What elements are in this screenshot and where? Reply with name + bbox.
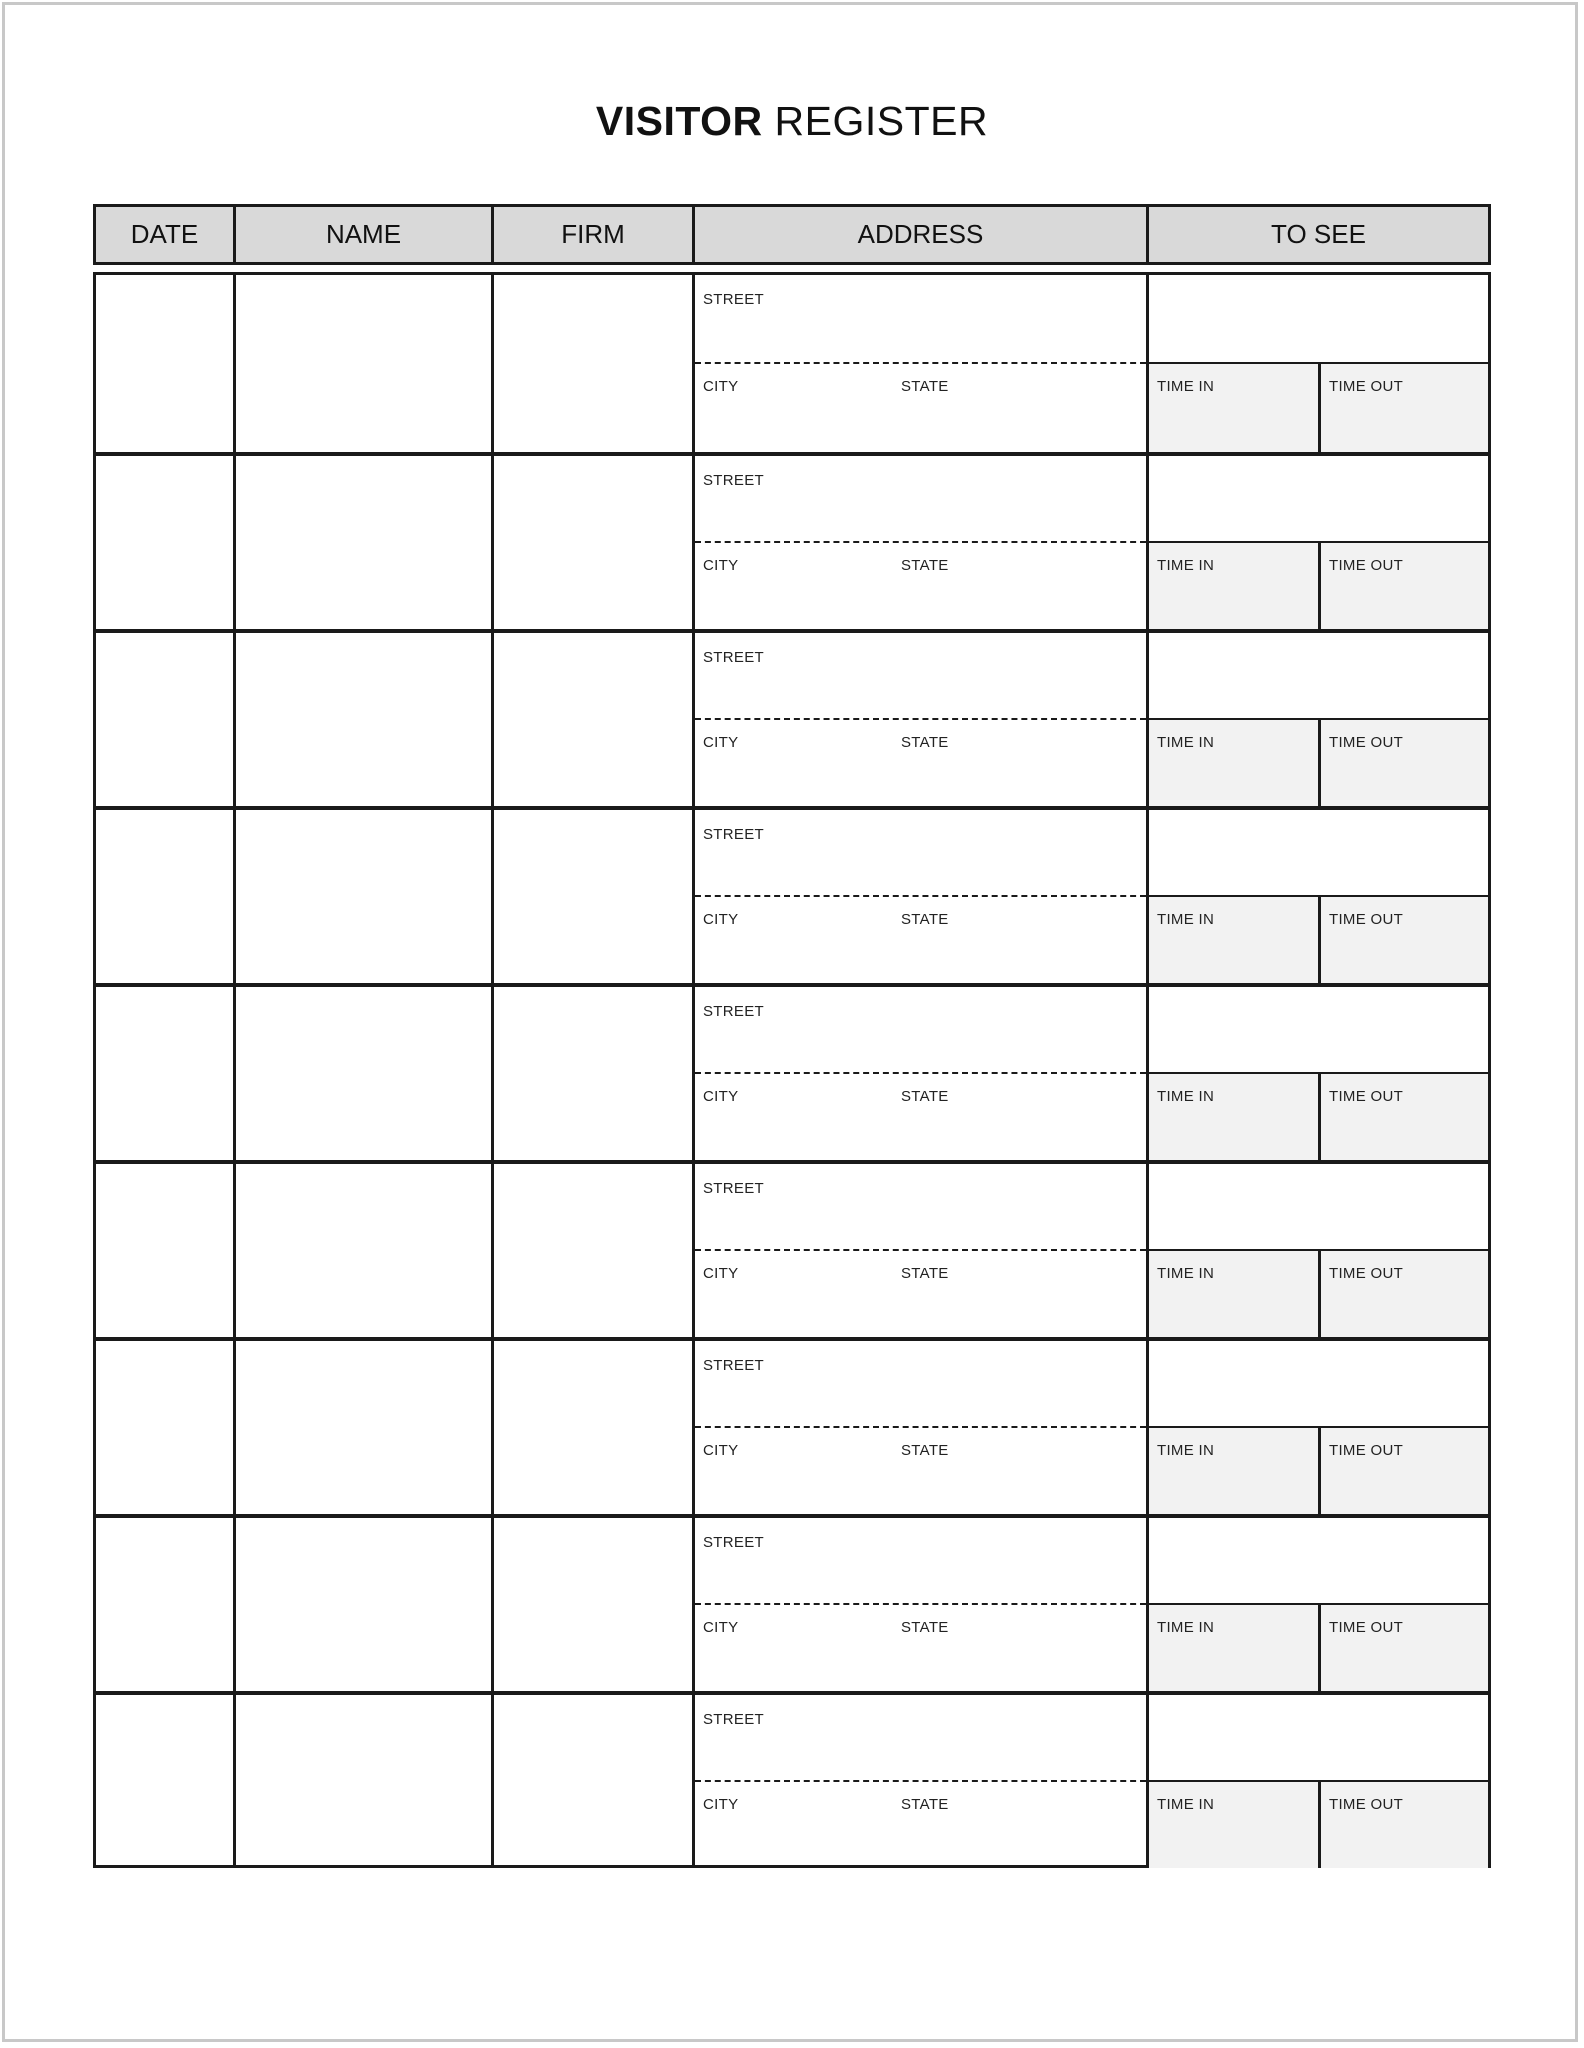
header-to-see: TO SEE [1271, 219, 1366, 249]
firm-field[interactable] [494, 1695, 695, 1868]
register-table [93, 272, 1491, 1868]
address-cell [695, 1341, 1149, 1514]
date-field[interactable] [96, 456, 236, 629]
table-row [96, 983, 1488, 1160]
time-in-field[interactable] [1149, 720, 1321, 807]
city-state-area [695, 1251, 1146, 1338]
time-area [1149, 1428, 1488, 1515]
state-label: STATE [901, 1087, 949, 1105]
table-header [93, 204, 1491, 265]
state-label: STATE [901, 556, 949, 574]
to-see-field[interactable] [1149, 1695, 1488, 1782]
firm-field[interactable] [494, 1518, 695, 1691]
time-out-label: TIME OUT [1329, 1795, 1404, 1813]
city-label: CITY [703, 910, 739, 928]
name-field[interactable] [236, 987, 494, 1160]
city-state-area [695, 720, 1146, 807]
street-field[interactable] [695, 1341, 1146, 1428]
firm-field[interactable] [494, 810, 695, 983]
time-out-label: TIME OUT [1329, 1264, 1404, 1282]
street-field[interactable] [695, 633, 1146, 720]
time-out-field[interactable] [1321, 720, 1488, 807]
time-in-field[interactable] [1149, 1605, 1321, 1692]
name-field[interactable] [236, 456, 494, 629]
address-cell [695, 275, 1149, 452]
time-out-field[interactable] [1321, 364, 1488, 453]
table-row [96, 1160, 1488, 1337]
address-cell [695, 1518, 1149, 1691]
time-in-label: TIME IN [1157, 1795, 1215, 1813]
date-field[interactable] [96, 1341, 236, 1514]
time-area [1149, 543, 1488, 630]
header-date: DATE [96, 207, 236, 262]
city-label: CITY [703, 1264, 739, 1282]
date-field[interactable] [96, 275, 236, 452]
time-out-field[interactable] [1321, 1251, 1488, 1338]
street-field[interactable] [695, 1518, 1146, 1605]
time-in-label: TIME IN [1157, 1264, 1215, 1282]
to-see-cell [1149, 1695, 1488, 1868]
time-in-label: TIME IN [1157, 1441, 1215, 1459]
time-out-label: TIME OUT [1329, 1441, 1404, 1459]
city-label: CITY [703, 1441, 739, 1459]
street-field[interactable] [695, 810, 1146, 897]
to-see-field[interactable] [1149, 810, 1488, 897]
page-title [0, 98, 1584, 145]
time-area [1149, 1782, 1488, 1869]
table-row [96, 1337, 1488, 1514]
city-label: CITY [703, 1795, 739, 1813]
date-field[interactable] [96, 1518, 236, 1691]
state-label: STATE [901, 910, 949, 928]
street-label: STREET [703, 1180, 764, 1197]
time-out-label: TIME OUT [1329, 1618, 1404, 1636]
header-address: ADDRESS [695, 207, 1149, 262]
time-out-field[interactable] [1321, 1782, 1488, 1869]
header-name: NAME [236, 207, 494, 262]
firm-field[interactable] [494, 456, 695, 629]
state-label: STATE [901, 1264, 949, 1282]
street-field[interactable] [695, 1164, 1146, 1251]
name-field[interactable] [236, 275, 494, 452]
street-label: STREET [703, 826, 764, 843]
time-out-field[interactable] [1321, 1074, 1488, 1161]
address-cell [695, 456, 1149, 629]
time-area [1149, 1605, 1488, 1692]
to-see-cell [1149, 1164, 1488, 1337]
table-row [96, 275, 1488, 452]
header-firm: FIRM [494, 207, 695, 262]
time-in-label: TIME IN [1157, 733, 1215, 751]
address-cell [695, 633, 1149, 806]
name-field[interactable] [236, 1164, 494, 1337]
street-field[interactable] [695, 987, 1146, 1074]
city-label: CITY [703, 556, 739, 574]
city-state-area [695, 1782, 1146, 1869]
time-in-field[interactable] [1149, 543, 1321, 630]
name-field[interactable] [236, 1695, 494, 1868]
street-label: STREET [703, 1711, 764, 1728]
state-label: STATE [901, 1795, 949, 1813]
name-field[interactable] [236, 633, 494, 806]
time-out-field[interactable] [1321, 1428, 1488, 1515]
name-field[interactable] [236, 1518, 494, 1691]
time-in-label: TIME IN [1157, 556, 1215, 574]
time-area [1149, 897, 1488, 984]
address-cell [695, 810, 1149, 983]
name-field[interactable] [236, 1341, 494, 1514]
time-area [1149, 720, 1488, 807]
time-in-field[interactable] [1149, 1428, 1321, 1515]
date-field[interactable] [96, 1695, 236, 1868]
city-label: CITY [703, 1618, 739, 1636]
street-label: STREET [703, 1534, 764, 1551]
to-see-cell [1149, 633, 1488, 806]
city-label: CITY [703, 1087, 739, 1105]
time-in-label: TIME IN [1157, 377, 1215, 395]
time-out-field[interactable] [1321, 543, 1488, 630]
date-field[interactable] [96, 987, 236, 1160]
time-out-label: TIME OUT [1329, 1087, 1404, 1105]
table-row [96, 629, 1488, 806]
table-row [96, 452, 1488, 629]
time-in-field[interactable] [1149, 1782, 1321, 1869]
time-in-field[interactable] [1149, 364, 1321, 453]
city-label: CITY [703, 733, 739, 751]
to-see-cell [1149, 1518, 1488, 1691]
time-in-field[interactable] [1149, 1251, 1321, 1338]
firm-field[interactable] [494, 1341, 695, 1514]
to-see-cell [1149, 1341, 1488, 1514]
title-light: REGISTER [774, 98, 989, 144]
time-out-label: TIME OUT [1329, 733, 1404, 751]
time-out-field[interactable] [1321, 897, 1488, 984]
date-field[interactable] [96, 633, 236, 806]
street-field[interactable] [695, 1695, 1146, 1782]
city-state-area [695, 897, 1146, 984]
time-out-label: TIME OUT [1329, 910, 1404, 928]
to-see-cell [1149, 456, 1488, 629]
time-area [1149, 1251, 1488, 1338]
firm-field[interactable] [494, 987, 695, 1160]
time-out-label: TIME OUT [1329, 377, 1404, 395]
city-label: CITY [703, 377, 739, 395]
time-in-label: TIME IN [1157, 910, 1215, 928]
address-cell [695, 1695, 1149, 1868]
firm-field[interactable] [494, 1164, 695, 1337]
time-in-label: TIME IN [1157, 1087, 1215, 1105]
time-out-field[interactable] [1321, 1605, 1488, 1692]
to-see-field[interactable] [1149, 275, 1488, 364]
street-label: STREET [703, 1003, 764, 1020]
time-in-field[interactable] [1149, 897, 1321, 984]
state-label: STATE [901, 1618, 949, 1636]
street-field[interactable] [695, 456, 1146, 543]
to-see-field[interactable] [1149, 633, 1488, 720]
time-out-label: TIME OUT [1329, 556, 1404, 574]
to-see-field[interactable] [1149, 1518, 1488, 1605]
time-area [1149, 1074, 1488, 1161]
address-cell [695, 1164, 1149, 1337]
time-in-field[interactable] [1149, 1074, 1321, 1161]
title-bold: VISITOR [595, 98, 763, 144]
firm-field[interactable] [494, 275, 695, 452]
table-row [96, 806, 1488, 983]
to-see-field[interactable] [1149, 1164, 1488, 1251]
to-see-cell [1149, 987, 1488, 1160]
to-see-field[interactable] [1149, 987, 1488, 1074]
table-row [96, 1514, 1488, 1691]
to-see-cell [1149, 275, 1488, 452]
date-field[interactable] [96, 810, 236, 983]
street-label: STREET [703, 649, 764, 666]
time-area [1149, 364, 1488, 453]
address-cell [695, 987, 1149, 1160]
street-label: STREET [703, 1357, 764, 1374]
city-state-area [695, 543, 1146, 630]
city-state-area [695, 1605, 1146, 1692]
date-field[interactable] [96, 1164, 236, 1337]
table-row [96, 1691, 1488, 1868]
to-see-field[interactable] [1149, 1341, 1488, 1428]
city-state-area [695, 1074, 1146, 1161]
firm-field[interactable] [494, 633, 695, 806]
state-label: STATE [901, 733, 949, 751]
name-field[interactable] [236, 810, 494, 983]
time-in-label: TIME IN [1157, 1618, 1215, 1636]
state-label: STATE [901, 1441, 949, 1459]
to-see-cell [1149, 810, 1488, 983]
city-state-area [695, 364, 1146, 453]
street-field[interactable] [695, 275, 1146, 364]
city-state-area [695, 1428, 1146, 1515]
state-label: STATE [901, 377, 949, 395]
to-see-field[interactable] [1149, 456, 1488, 543]
street-label: STREET [703, 291, 764, 308]
street-label: STREET [703, 472, 764, 489]
